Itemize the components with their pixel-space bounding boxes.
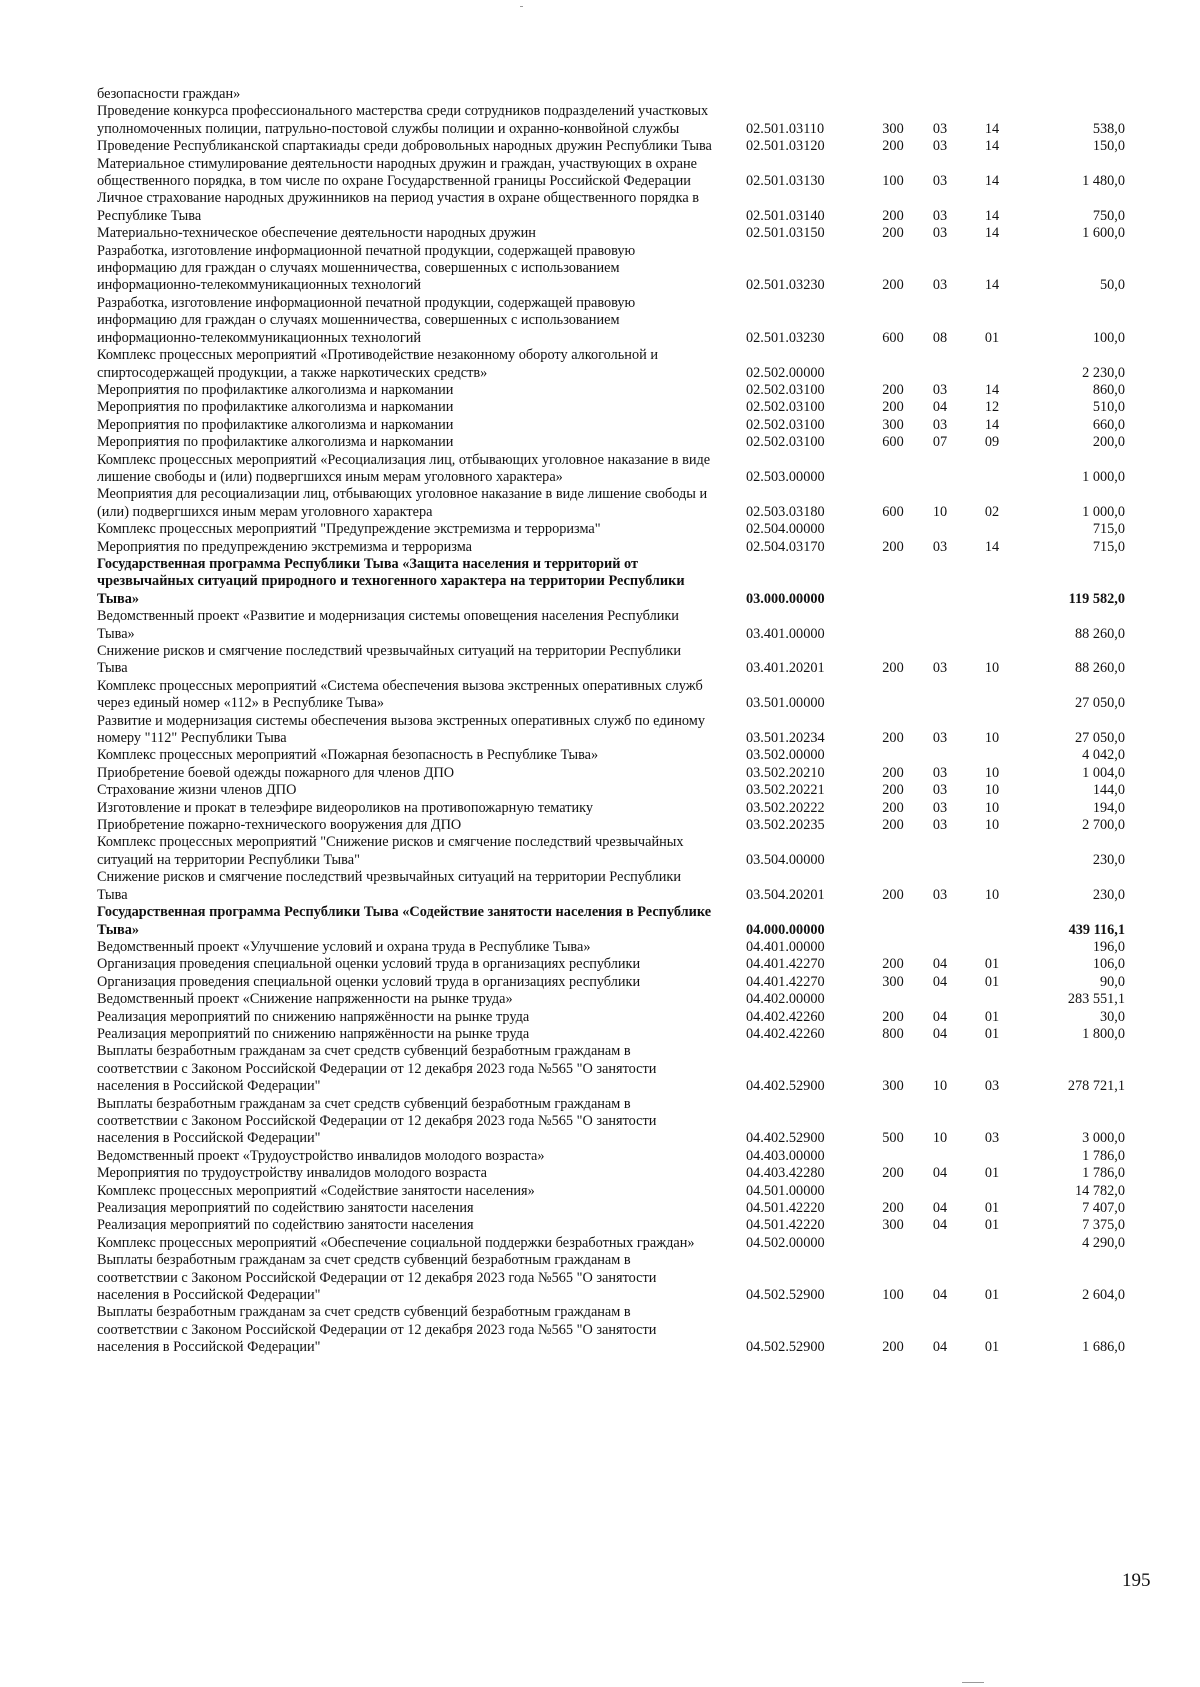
row-expense-type: 200 <box>882 660 904 677</box>
row-amount: 88 260,0 <box>1074 660 1125 677</box>
table-row <box>97 417 1125 434</box>
row-code: 02.501.03130 <box>746 173 825 190</box>
row-section: 03 <box>932 225 948 242</box>
row-code: 04.502.00000 <box>746 1234 825 1251</box>
row-section: 04 <box>932 1339 948 1356</box>
row-code: 02.501.03120 <box>746 138 825 155</box>
row-code: 04.501.42220 <box>746 1217 825 1234</box>
row-name: Государственная программа Республики Тыва «Защита населения и территорий от чрезвычайных ситуаций природного и техногенного характера на территории Республики Тыва» <box>97 555 685 607</box>
table-row <box>97 452 1125 487</box>
row-name: Ведомственный проект «Улучшение условий и охрана труда в Республике Тыва» <box>97 938 591 955</box>
row-expense-type: 200 <box>882 956 904 973</box>
row-name: Разработка, изготовление информационной печатной продукции, содержащей правовую информацию для граждан о случаях мошенничества, совершенных с использованием информационно-телекоммуникационных технологий <box>97 242 636 294</box>
row-code: 02.501.03150 <box>746 225 825 242</box>
row-name: Комплекс процессных мероприятий «Ресоциализация лиц, отбывающих уголовное наказание в виде лишение свободы и (или) подвергшихся иным мерам уголовного характера» <box>97 451 711 485</box>
row-amount: 144,0 <box>1092 782 1125 799</box>
row-code: 02.503.00000 <box>746 468 825 485</box>
row-expense-type: 200 <box>882 138 904 155</box>
table-row <box>97 1217 1125 1234</box>
row-section: 07 <box>932 434 948 451</box>
row-section: 08 <box>932 329 948 346</box>
row-expense-type: 200 <box>882 225 904 242</box>
row-section: 03 <box>932 416 948 433</box>
row-name: Выплаты безработным гражданам за счет средств субвенций безработным гражданам в соответствии с Законом Российской Федерации от 12 декабря 2023 года №565 "О занятости населения в Российской Федерации" <box>97 1043 657 1095</box>
row-expense-type: 200 <box>882 799 904 816</box>
table-row <box>97 765 1125 782</box>
row-amount: 1 004,0 <box>1082 764 1125 781</box>
row-section: 03 <box>932 277 948 294</box>
row-amount: 7 407,0 <box>1082 1200 1125 1216</box>
row-amount: 196,0 <box>1092 938 1125 955</box>
row-expense-type: 300 <box>882 1078 904 1095</box>
row-code: 03.502.20222 <box>746 799 825 816</box>
row-name: Проведение конкурса профессионального мастерства среди сотрудников подразделений участковых уполномоченных полиции, патрульно-постовой службы полиции и охранно-конвойной службы <box>97 103 709 137</box>
row-code: 04.401.42270 <box>746 956 825 973</box>
table-row <box>97 643 1125 678</box>
row-name: Меоприятия для ресоциализации лиц, отбывающих уголовное наказание в виде лишение свободы и (или) подвергшихся иным мерам уголовного характера <box>97 486 708 520</box>
row-subsection: 01 <box>984 329 1000 346</box>
row-subsection: 01 <box>984 1165 1000 1182</box>
scan-mark <box>520 6 523 7</box>
row-expense-type: 200 <box>882 538 904 555</box>
row-name: Выплаты безработным гражданам за счет средств субвенций безработным гражданам в соответствии с Законом Российской Федерации от 12 декабря 2023 года №565 "О занятости населения в Российской Федерации" <box>97 1252 657 1304</box>
row-amount: 283 551,1 <box>1067 991 1125 1008</box>
row-expense-type: 200 <box>882 817 904 834</box>
row-subsection: 01 <box>984 973 1000 990</box>
row-name: Ведомственный проект «Трудоустройство инвалидов молодого возраста» <box>97 1147 545 1164</box>
row-section: 04 <box>932 973 948 990</box>
row-code: 03.502.00000 <box>746 747 825 764</box>
row-expense-type: 200 <box>882 1165 904 1182</box>
row-subsection: 09 <box>984 434 1000 451</box>
table-row <box>97 869 1125 904</box>
row-name: Мероприятия по профилактике алкоголизма и наркомании <box>97 381 454 398</box>
row-amount: 2 700,0 <box>1082 817 1125 834</box>
row-name: Проведение Республиканской спартакиады среди добровольных народных дружин Республики Тыва <box>97 138 712 155</box>
row-amount: 715,0 <box>1092 521 1125 538</box>
row-section: 04 <box>932 1287 948 1304</box>
row-name: Реализация мероприятий по снижению напряжённости на рынке труда <box>97 1025 530 1042</box>
row-amount: 715,0 <box>1092 538 1125 555</box>
table-row <box>97 225 1125 242</box>
row-section: 04 <box>932 1025 948 1042</box>
table-row <box>97 1148 1125 1165</box>
row-code: 02.504.00000 <box>746 521 825 538</box>
row-amount: 1 786,0 <box>1082 1165 1125 1182</box>
row-amount: 100,0 <box>1092 329 1125 346</box>
row-code: 04.402.42260 <box>746 1008 825 1025</box>
table-row <box>97 800 1125 817</box>
row-code: 04.401.42270 <box>746 973 825 990</box>
row-expense-type: 600 <box>882 329 904 346</box>
table-row <box>97 713 1125 748</box>
row-subsection: 03 <box>984 1078 1000 1095</box>
row-name: Ведомственный проект «Снижение напряженности на рынке труда» <box>97 991 513 1008</box>
row-name: Комплекс процессных мероприятий «Пожарная безопасность в Республике Тыва» <box>97 747 599 764</box>
row-subsection: 01 <box>984 956 1000 973</box>
row-amount: 14 782,0 <box>1074 1182 1125 1199</box>
row-amount: 30,0 <box>1099 1008 1125 1025</box>
row-amount: 4 042,0 <box>1082 747 1125 764</box>
row-amount: 27 050,0 <box>1074 730 1125 747</box>
table-row <box>97 1252 1125 1304</box>
row-amount: 2 604,0 <box>1082 1287 1125 1304</box>
row-subsection: 02 <box>984 503 1000 520</box>
table-row <box>97 86 1125 103</box>
row-subsection: 01 <box>984 1287 1000 1304</box>
row-section: 03 <box>932 538 948 555</box>
table-row <box>97 156 1125 191</box>
table-row <box>97 1235 1125 1252</box>
row-section: 03 <box>932 660 948 677</box>
table-row <box>97 974 1125 991</box>
row-amount: 860,0 <box>1092 381 1125 398</box>
row-expense-type: 500 <box>882 1130 904 1147</box>
row-name: Материально-техническое обеспечение деятельности народных дружин <box>97 225 536 242</box>
row-section: 10 <box>932 1130 948 1147</box>
row-subsection: 10 <box>984 817 1000 834</box>
table-row <box>97 103 1125 138</box>
row-amount: 1 000,0 <box>1082 503 1125 520</box>
row-code: 02.503.03180 <box>746 503 825 520</box>
row-section: 04 <box>932 956 948 973</box>
row-name: Реализация мероприятий по содействию занятости населения <box>97 1217 474 1234</box>
row-name: Комплекс процессных мероприятий "Предупреждение экстремизма и терроризма" <box>97 521 601 538</box>
row-name: Комплекс процессных мероприятий «Содействие занятости населения» <box>97 1182 535 1199</box>
row-name: Выплаты безработным гражданам за счет средств субвенций безработным гражданам в соответствии с Законом Российской Федерации от 12 декабря 2023 года №565 "О занятости населения в Российской Федерации" <box>97 1095 657 1147</box>
row-section: 04 <box>932 1008 948 1025</box>
table-row <box>97 956 1125 973</box>
row-subsection: 10 <box>984 782 1000 799</box>
table-row <box>97 904 1125 939</box>
row-section: 03 <box>932 886 948 903</box>
row-expense-type: 200 <box>882 277 904 294</box>
row-subsection: 01 <box>984 1200 1000 1216</box>
row-section: 03 <box>932 381 948 398</box>
table-row <box>97 399 1125 416</box>
table-row <box>97 382 1125 399</box>
row-name: Страхование жизни членов ДПО <box>97 782 297 799</box>
table-row <box>97 1183 1125 1200</box>
row-subsection: 14 <box>984 381 1000 398</box>
row-expense-type: 800 <box>882 1025 904 1042</box>
row-code: 04.402.42260 <box>746 1025 825 1042</box>
row-amount: 4 290,0 <box>1082 1234 1125 1251</box>
row-name: Мероприятия по трудоустройству инвалидов молодого возраста <box>97 1165 488 1182</box>
row-code: 04.501.42220 <box>746 1200 825 1216</box>
row-subsection: 01 <box>984 1339 1000 1356</box>
row-subsection: 14 <box>984 138 1000 155</box>
table-row <box>97 521 1125 538</box>
row-section: 03 <box>932 138 948 155</box>
row-expense-type: 200 <box>882 764 904 781</box>
row-amount: 750,0 <box>1092 207 1125 224</box>
row-subsection: 14 <box>984 207 1000 224</box>
row-code: 02.502.03100 <box>746 381 825 398</box>
budget-table <box>97 86 1125 1357</box>
row-name: Комплекс процессных мероприятий «Система обеспечения вызова экстренных оперативных служб через единый номер «112» в Республике Тыва» <box>97 677 703 712</box>
row-amount: 1 600,0 <box>1082 225 1125 242</box>
row-expense-type: 200 <box>882 1339 904 1356</box>
row-name: Реализация мероприятий по снижению напряжённости на рынке труда <box>97 1008 530 1025</box>
row-amount: 27 050,0 <box>1074 695 1125 712</box>
row-code: 04.402.52900 <box>746 1078 825 1095</box>
row-name: Организация проведения специальной оценки условий труда в организациях республики <box>97 956 641 973</box>
row-name: Реализация мероприятий по содействию занятости населения <box>97 1200 474 1216</box>
row-subsection: 10 <box>984 886 1000 903</box>
row-amount: 1 480,0 <box>1082 173 1125 190</box>
row-amount: 1 686,0 <box>1082 1339 1125 1356</box>
row-subsection: 14 <box>984 277 1000 294</box>
row-name: Развитие и модернизация системы обеспечения вызова экстренных оперативных служб по единому номеру "112" Республики Тыва <box>97 712 705 747</box>
row-amount: 230,0 <box>1092 886 1125 903</box>
row-code: 02.501.03110 <box>746 120 825 137</box>
row-code: 02.501.03140 <box>746 207 825 224</box>
row-name: Комплекс процессных мероприятий «Обеспечение социальной поддержки безработных граждан» <box>97 1234 695 1251</box>
row-section: 03 <box>932 817 948 834</box>
row-subsection: 01 <box>984 1025 1000 1042</box>
table-row <box>97 1026 1125 1043</box>
row-code: 04.502.52900 <box>746 1287 825 1304</box>
table-row <box>97 295 1125 347</box>
row-code: 02.504.03170 <box>746 538 825 555</box>
row-section: 03 <box>932 207 948 224</box>
row-section: 04 <box>932 1200 948 1216</box>
row-expense-type: 300 <box>882 973 904 990</box>
row-name: безопасности граждан» <box>97 86 241 102</box>
row-amount: 538,0 <box>1092 120 1125 137</box>
row-code: 04.403.00000 <box>746 1147 825 1164</box>
row-amount: 439 116,1 <box>1068 921 1125 938</box>
row-amount: 1 786,0 <box>1082 1147 1125 1164</box>
row-amount: 1 800,0 <box>1082 1025 1125 1042</box>
table-row <box>97 138 1125 155</box>
row-name: Выплаты безработным гражданам за счет средств субвенций безработным гражданам в соответствии с Законом Российской Федерации от 12 декабря 2023 года №565 "О занятости населения в Российской Федерации" <box>97 1304 657 1356</box>
table-row <box>97 834 1125 869</box>
row-code: 03.401.00000 <box>746 625 825 642</box>
row-amount: 510,0 <box>1092 399 1125 416</box>
row-section: 10 <box>932 1078 948 1095</box>
table-row <box>97 486 1125 521</box>
table-row <box>97 747 1125 764</box>
row-name: Ведомственный проект «Развитие и модернизация системы оповещения населения Республики Тыва» <box>97 608 679 642</box>
row-amount: 1 000,0 <box>1082 468 1125 485</box>
row-code: 04.401.00000 <box>746 938 825 955</box>
row-amount: 278 721,1 <box>1067 1078 1125 1095</box>
row-code: 02.501.03230 <box>746 277 825 294</box>
row-code: 04.402.00000 <box>746 991 825 1008</box>
row-amount: 194,0 <box>1092 799 1125 816</box>
row-code: 04.000.00000 <box>746 921 825 938</box>
row-code: 04.501.00000 <box>746 1182 825 1199</box>
row-subsection: 01 <box>984 1008 1000 1025</box>
table-row <box>97 190 1125 225</box>
row-amount: 660,0 <box>1092 416 1125 433</box>
row-amount: 2 230,0 <box>1082 364 1125 381</box>
table-row <box>97 1043 1125 1095</box>
row-expense-type: 300 <box>882 120 904 137</box>
row-expense-type: 600 <box>882 503 904 520</box>
row-amount: 88 260,0 <box>1074 625 1125 642</box>
table-row <box>97 243 1125 295</box>
row-name: Снижение рисков и смягчение последствий чрезвычайных ситуаций на территории Республики Тыва <box>97 643 682 677</box>
row-code: 02.502.03100 <box>746 434 825 451</box>
row-name: Снижение рисков и смягчение последствий чрезвычайных ситуаций на территории Республики Тыва <box>97 869 682 903</box>
table-row <box>97 1304 1125 1356</box>
table-row <box>97 556 1125 608</box>
row-amount: 200,0 <box>1092 434 1125 451</box>
row-name: Комплекс процессных мероприятий «Противодействие незаконному обороту алкогольной и спиртосодержащей продукции, а также наркотических средств» <box>97 347 658 381</box>
table-row <box>97 1009 1125 1026</box>
table-row <box>97 991 1125 1008</box>
row-code: 03.502.20210 <box>746 764 825 781</box>
table-row <box>97 539 1125 556</box>
row-subsection: 10 <box>984 730 1000 747</box>
row-code: 04.403.42280 <box>746 1165 825 1182</box>
row-section: 03 <box>932 730 948 747</box>
row-subsection: 14 <box>984 173 1000 190</box>
table-row <box>97 434 1125 451</box>
row-section: 03 <box>932 764 948 781</box>
row-amount: 150,0 <box>1092 138 1125 155</box>
row-name: Мероприятия по предупреждению экстремизма и терроризма <box>97 538 472 555</box>
row-code: 02.501.03230 <box>746 329 825 346</box>
row-code: 03.502.20221 <box>746 782 825 799</box>
row-expense-type: 200 <box>882 1200 904 1216</box>
row-code: 02.502.03100 <box>746 416 825 433</box>
row-name: Государственная программа Республики Тыва «Содействие занятости населения в Республике Тыва» <box>97 904 712 938</box>
row-amount: 90,0 <box>1099 973 1125 990</box>
row-subsection: 10 <box>984 764 1000 781</box>
row-name: Изготовление и прокат в телеэфире видеороликов на противопожарную тематику <box>97 799 594 816</box>
row-code: 04.502.52900 <box>746 1339 825 1356</box>
row-code: 04.402.52900 <box>746 1130 825 1147</box>
row-subsection: 01 <box>984 1217 1000 1234</box>
row-section: 04 <box>932 399 948 416</box>
row-expense-type: 200 <box>882 782 904 799</box>
row-code: 03.504.20201 <box>746 886 825 903</box>
row-expense-type: 300 <box>882 1217 904 1234</box>
row-subsection: 12 <box>984 399 1000 416</box>
row-code: 02.502.03100 <box>746 399 825 416</box>
row-expense-type: 200 <box>882 381 904 398</box>
row-amount: 7 375,0 <box>1082 1217 1125 1234</box>
row-subsection: 14 <box>984 120 1000 137</box>
row-amount: 3 000,0 <box>1082 1130 1125 1147</box>
row-expense-type: 300 <box>882 416 904 433</box>
row-subsection: 10 <box>984 799 1000 816</box>
table-row <box>97 347 1125 382</box>
page-number: 195 <box>1122 1570 1151 1591</box>
table-row <box>97 1165 1125 1182</box>
row-name: Разработка, изготовление информационной печатной продукции, содержащей правовую информацию для граждан о случаях мошенничества, совершенных с использованием информационно-телекоммуникационных технологий <box>97 294 636 346</box>
row-name: Материальное стимулирование деятельности народных дружин и граждан, участвующих в охране общественного порядка, в том числе по охране Государственной границы Российской Федерации <box>97 155 698 190</box>
row-expense-type: 200 <box>882 730 904 747</box>
row-amount: 50,0 <box>1099 277 1125 294</box>
row-name: Мероприятия по профилактике алкоголизма и наркомании <box>97 434 454 451</box>
row-code: 03.000.00000 <box>746 590 825 607</box>
table-row <box>97 782 1125 799</box>
row-section: 03 <box>932 799 948 816</box>
row-amount: 230,0 <box>1092 851 1125 868</box>
row-subsection: 03 <box>984 1130 1000 1147</box>
row-amount: 119 582,0 <box>1068 590 1125 607</box>
table-row <box>97 608 1125 643</box>
row-section: 03 <box>932 120 948 137</box>
row-code: 03.501.20234 <box>746 730 825 747</box>
row-section: 04 <box>932 1165 948 1182</box>
row-code: 03.401.20201 <box>746 660 825 677</box>
row-code: 02.502.00000 <box>746 364 825 381</box>
row-subsection: 14 <box>984 416 1000 433</box>
row-expense-type: 200 <box>882 886 904 903</box>
row-amount: 106,0 <box>1092 956 1125 973</box>
row-name: Приобретение пожарно-технического вооружения для ДПО <box>97 817 462 834</box>
row-name: Мероприятия по профилактике алкоголизма и наркомании <box>97 399 454 416</box>
row-expense-type: 100 <box>882 1287 904 1304</box>
row-subsection: 14 <box>984 538 1000 555</box>
row-code: 03.502.20235 <box>746 817 825 834</box>
row-name: Приобретение боевой одежды пожарного для членов ДПО <box>97 764 455 781</box>
scan-mark <box>962 1682 984 1683</box>
table-row <box>97 939 1125 956</box>
row-section: 03 <box>932 782 948 799</box>
row-code: 03.504.00000 <box>746 851 825 868</box>
table-row <box>97 1096 1125 1148</box>
row-section: 10 <box>932 503 948 520</box>
row-name: Организация проведения специальной оценки условий труда в организациях республики <box>97 973 641 990</box>
row-section: 04 <box>932 1217 948 1234</box>
row-expense-type: 200 <box>882 207 904 224</box>
row-expense-type: 200 <box>882 1008 904 1025</box>
row-expense-type: 600 <box>882 434 904 451</box>
row-name: Мероприятия по профилактике алкоголизма и наркомании <box>97 416 454 433</box>
row-subsection: 14 <box>984 225 1000 242</box>
table-row <box>97 678 1125 713</box>
row-name: Комплекс процессных мероприятий "Снижение рисков и смягчение последствий чрезвычайных ситуаций на территории Республики Тыва" <box>97 834 684 868</box>
row-section: 03 <box>932 173 948 190</box>
row-name: Личное страхование народных дружинников на период участия в охране общественного порядка в Республике Тыва <box>97 190 700 224</box>
table-row <box>97 817 1125 834</box>
row-subsection: 10 <box>984 660 1000 677</box>
row-expense-type: 100 <box>882 173 904 190</box>
row-expense-type: 200 <box>882 399 904 416</box>
table-row <box>97 1200 1125 1217</box>
row-code: 03.501.00000 <box>746 695 825 712</box>
